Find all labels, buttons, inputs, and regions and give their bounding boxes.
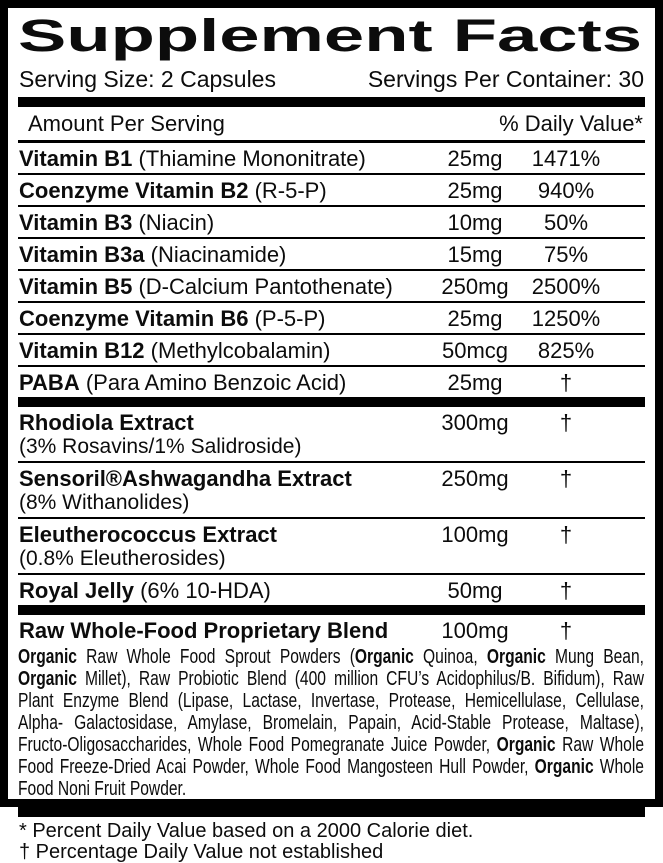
serving-size: Serving Size: 2 Capsules <box>19 66 276 92</box>
daily-value: † <box>559 370 573 395</box>
ingredient-detail: (D-Calcium Pantothenate) <box>138 274 393 299</box>
daily-value: 75% <box>543 242 589 267</box>
amount-value: 10mg <box>447 210 503 235</box>
ingredient-subline: (0.8% Eleutherosides) <box>19 547 226 570</box>
ingredient-name: Rhodiola Extract <box>19 410 194 435</box>
daily-value: 1250% <box>531 306 601 331</box>
blend-description-wrap <box>18 645 645 805</box>
blend-text: Raw Whole Food Sprout Powders ( <box>76 646 355 668</box>
blend-organic-term: Organic <box>534 756 594 778</box>
daily-value: 2500% <box>531 274 601 299</box>
column-header-row <box>18 107 645 143</box>
blend-description <box>18 646 644 800</box>
amount-value: 25mg <box>447 306 503 331</box>
title-graphic <box>18 12 645 60</box>
amount-value: 100mg <box>441 618 509 643</box>
ingredient-name-cell <box>18 146 434 171</box>
ingredient-name: Coenzyme Vitamin B2 <box>19 178 249 203</box>
blend-organic-term: Organic <box>486 646 546 668</box>
header-divider-bar <box>18 97 645 107</box>
blend-organic-term: Organic <box>18 646 77 668</box>
table-row <box>18 407 645 461</box>
daily-value: 1471% <box>531 146 601 171</box>
ingredient-subline: (3% Rosavins/1% Salidroside) <box>19 435 302 458</box>
blend-text: Raw Whole Food Freeze-Dried Acai Powder, Whole Food Mangosteen Hull Powder, <box>18 734 644 778</box>
blend-organic-term: Organic <box>18 668 77 690</box>
ingredient-name-cell <box>18 274 434 299</box>
ingredient-detail: (P-5-P) <box>254 306 326 331</box>
daily-value-label: % Daily Value* <box>499 111 643 136</box>
amount-value: 250mg <box>441 274 509 299</box>
ingredient-detail: (Methylcobalamin) <box>150 338 331 363</box>
daily-value: † <box>559 618 573 643</box>
table-row <box>18 237 645 269</box>
amount-value: 300mg <box>441 410 509 435</box>
table-row <box>18 365 645 397</box>
blend-organic-term: Organic <box>354 646 414 668</box>
amount-value: 25mg <box>447 178 503 203</box>
amount-value: 100mg <box>441 522 509 547</box>
ingredient-name-cell <box>18 242 434 267</box>
footnote-divider-bar <box>18 807 645 817</box>
ingredient-name-cell <box>18 578 434 603</box>
table-row <box>18 269 645 301</box>
ingredient-name: Coenzyme Vitamin B6 <box>19 306 249 331</box>
ingredient-name: Vitamin B5 <box>19 274 133 299</box>
ingredient-rows <box>18 143 645 645</box>
footnote-line: * Percent Daily Value based on a 2000 Calorie diet. <box>19 820 474 842</box>
blend-text: Whole Food Noni Fruit Powder. <box>18 756 644 800</box>
ingredient-name-cell <box>18 338 434 363</box>
ingredient-name-cell <box>18 410 434 459</box>
table-row <box>18 173 645 205</box>
amount-per-serving-label: Amount Per Serving <box>28 111 225 136</box>
amount-value: 250mg <box>441 466 509 491</box>
daily-value: † <box>559 522 573 547</box>
daily-value: 940% <box>537 178 595 203</box>
footnotes <box>18 817 645 863</box>
amount-value: 25mg <box>447 370 503 395</box>
ingredient-name-cell <box>18 178 434 203</box>
page-title: Supplement Facts <box>18 10 642 61</box>
footnote-line: † Percentage Daily Value not established <box>19 841 384 863</box>
blend-organic-term: Organic <box>496 734 556 756</box>
table-row <box>18 301 645 333</box>
ingredient-name: Raw Whole-Food Proprietary Blend <box>19 618 389 643</box>
ingredient-detail: (6% 10-HDA) <box>140 578 271 603</box>
section-divider-bar <box>18 397 645 407</box>
daily-value: † <box>559 410 573 435</box>
blend-text: Millet), Raw Probiotic Blend (400 million CFU’s Acidophilus/B. Bifidum), Raw Plant Enzyme Blend (Lipase, Lactase, Invertase, Protease, Hemicellulase, Cellulase, Alpha- Galactosidase, Amylase, Bromelain, Papain, Acid-Stable Protease, Maltase), Fructo-Oligosaccharides, Whole Food Pomegranate Juice Powder, <box>18 668 644 756</box>
ingredient-subline: (8% Withanolides) <box>19 491 190 514</box>
ingredient-name-cell <box>18 618 434 643</box>
ingredient-detail: (R-5-P) <box>254 178 327 203</box>
ingredient-name: Vitamin B3 <box>19 210 133 235</box>
amount-value: 25mg <box>447 146 503 171</box>
ingredient-name-cell <box>18 210 434 235</box>
daily-value: † <box>559 578 573 603</box>
ingredient-name-cell <box>18 522 434 571</box>
ingredient-detail: (Para Amino Benzoic Acid) <box>85 370 347 395</box>
blend-text: Mung Bean, <box>545 646 644 668</box>
amount-value: 15mg <box>447 242 503 267</box>
daily-value: 50% <box>543 210 589 235</box>
table-row <box>18 205 645 237</box>
table-row <box>18 517 645 573</box>
ingredient-name: Eleutherococcus Extract <box>19 522 277 547</box>
amount-value: 50mg <box>447 578 503 603</box>
blend-text: Quinoa, <box>413 646 487 668</box>
ingredient-name: Vitamin B3a <box>19 242 145 267</box>
section-divider-bar <box>18 605 645 615</box>
table-row <box>18 615 645 645</box>
serving-line <box>18 66 645 97</box>
ingredient-name: Royal Jelly <box>19 578 134 603</box>
ingredient-detail: (Niacinamide) <box>150 242 287 267</box>
ingredient-name: PABA <box>19 370 80 395</box>
ingredient-detail: (Niacin) <box>138 210 215 235</box>
ingredient-name: Vitamin B12 <box>19 338 145 363</box>
daily-value: 825% <box>537 338 595 363</box>
table-row <box>18 333 645 365</box>
ingredient-name-cell <box>18 306 434 331</box>
ingredient-detail: (Thiamine Mononitrate) <box>138 146 366 171</box>
servings-per-container: Servings Per Container: 30 <box>367 66 644 92</box>
table-row <box>18 143 645 173</box>
table-row <box>18 461 645 517</box>
ingredient-name-cell <box>18 370 434 395</box>
daily-value: † <box>559 466 573 491</box>
ingredient-name-cell <box>18 466 434 515</box>
ingredient-name: Sensoril®Ashwagandha Extract <box>19 466 352 491</box>
ingredient-name: Vitamin B1 <box>19 146 133 171</box>
amount-value: 50mcg <box>441 338 509 363</box>
title-wrap <box>18 10 645 66</box>
table-row <box>18 573 645 605</box>
